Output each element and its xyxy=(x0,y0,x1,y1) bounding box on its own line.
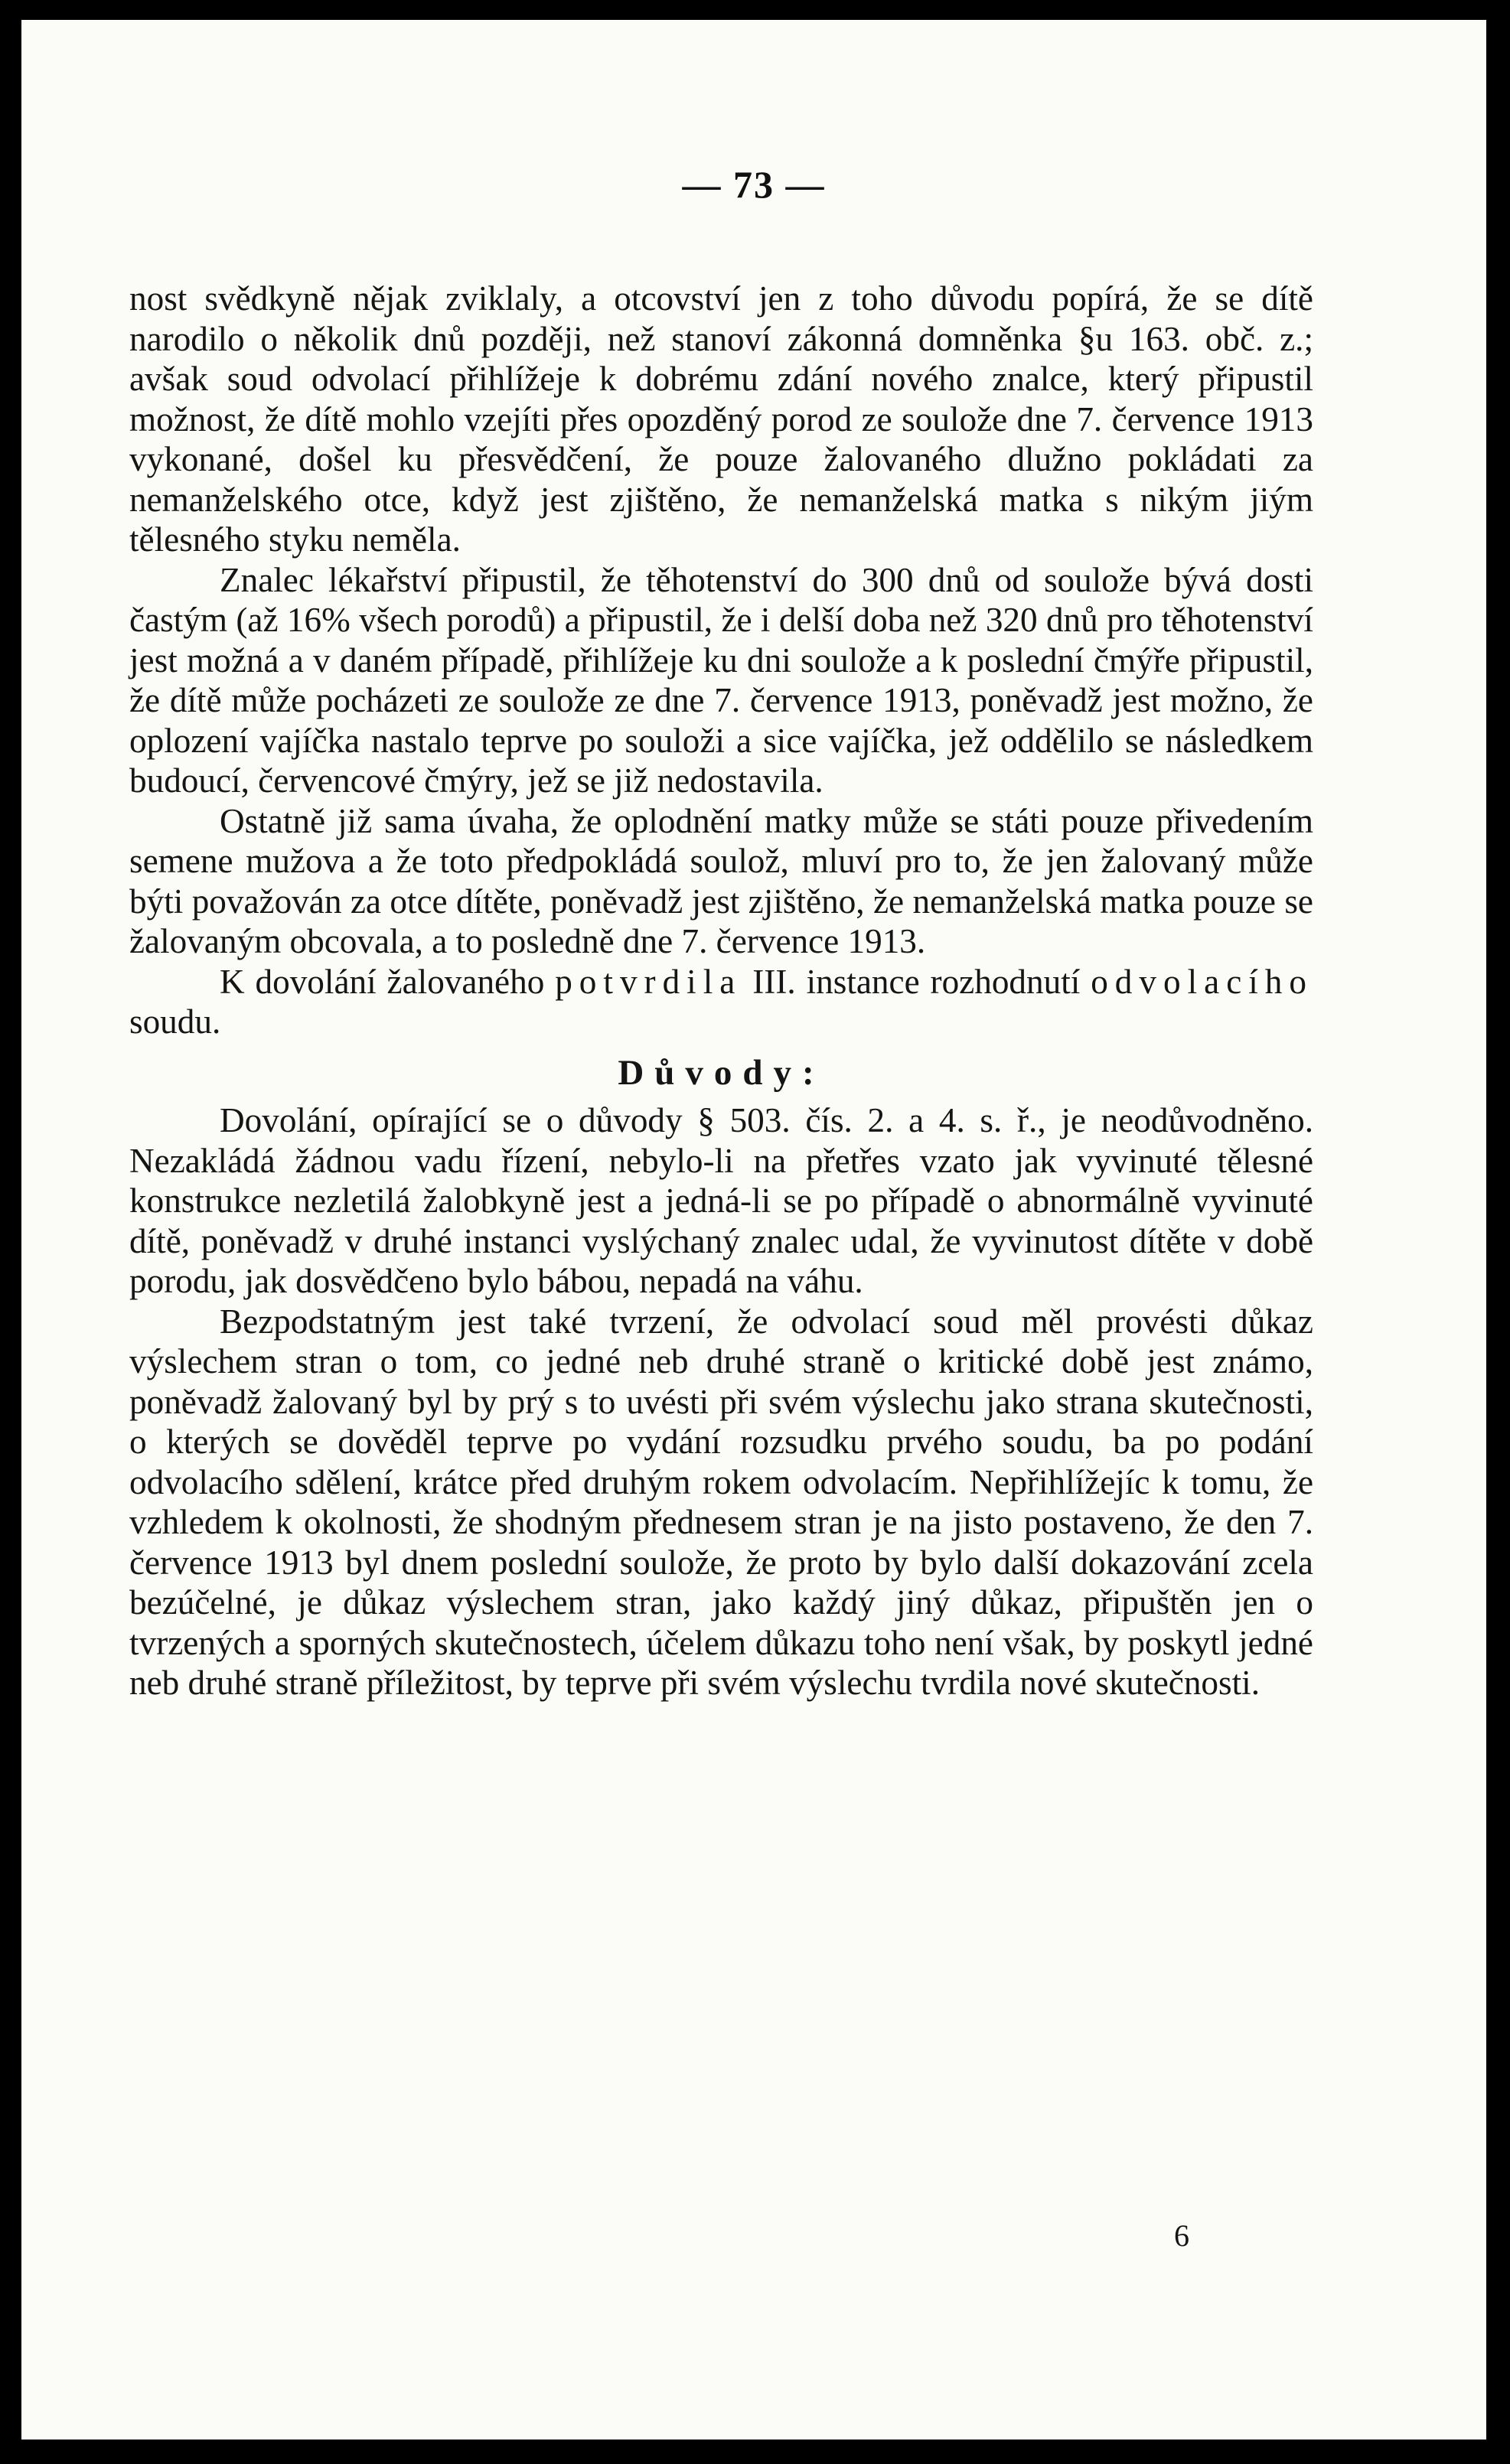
spaced-word-odvolaciho: odvolacího xyxy=(1091,962,1313,1001)
paragraph-4-end: soudu. xyxy=(129,1002,221,1041)
paragraph-4 xyxy=(129,962,1313,1042)
paragraph-2: Znalec lékařství připustil, že těhotenství do 300 dnů od soulože bývá dosti častým (až 16% všech porodů) a připustil, že i delší doba než 320 dnů pro těhotenství jest možná a v daném případě, přihlížeje ku dni soulože a k poslední čmýře připustil, že dítě může pocházeti ze soulože ze dne 7. července 1913, poněvadž jest možno, že oplození vajíčka nastalo teprve po souloži a sice vajíčka, jež oddělilo se následkem budoucí, červencové čmýry, jež se již nedostavila. xyxy=(129,560,1313,800)
page-number: — 73 — xyxy=(682,163,826,206)
section-heading: Důvody: xyxy=(618,1052,825,1093)
paragraph-4-mid: III. instance rozhodnutí xyxy=(742,962,1091,1001)
paragraph-1: nost svědkyně nějak zviklaly, a otcovství jen z toho důvodu popírá, že se dítě narodilo o několik dnů později, než stanoví zákonná domněnka §u 163. obč. z.; avšak soud odvolací přihlížeje k dobrému zdání nového znalce, který připustil možnost, že dítě mohlo vzejíti přes opozděný porod ze soulože dne 7. července 1913 vykonané, došel ku přesvědčení, že pouze žalovaného dlužno pokládati za nemanželského otce, když jest zjištěno, že nemanželská matka s nikým jiým tělesného styku neměla. xyxy=(129,279,1313,559)
paragraph-4-start: K dovolání žalovaného xyxy=(220,962,556,1001)
spaced-word-potvrdila: potvrdila xyxy=(555,962,742,1001)
paragraph-6: Bezpodstatným jest také tvrzení, že odvolací soud měl provésti důkaz výslechem stran o tom, co jedné neb druhé straně o kritické době jest známo, poněvadž žalovaný byl by prý s to uvésti při svém výslechu jako strana skutečnosti, o kterých se dověděl teprve po vydání rozsudku prvého soudu, ba po podání odvolacího sdělení, krátce před druhým rokem odvolacím. Nepřihlížejíc k tomu, že vzhledem k okolnosti, že shodným přednesem stran je na jisto postaveno, že den 7. července 1913 byl dnem poslední soulože, že proto by bylo další dokazování zcela bezúčelné, je důkaz výslechem stran, jako každý jiný důkaz, připuštěn jen o tvrzených a sporných skutečnostech, účelem důkazu toho není však, by poskytl jedné neb druhé straně příležitost, by teprve při svém výslechu tvrdila nové skutečnosti. xyxy=(129,1302,1313,1702)
body-text xyxy=(129,279,1313,1703)
book-page xyxy=(21,20,1486,2440)
paragraph-3: Ostatně již sama úvaha, že oplodnění matky může se státi pouze přivedením semene mužova a že toto předpokládá soulož, mluví pro to, že jen žalovaný může býti považován za otce dítěte, poněvadž jest zjištěno, že nemanželská matka pouze se žalovaným obcovala, a to posledně dne 7. července 1913. xyxy=(129,801,1313,960)
paragraph-5: Dovolání, opírající se o důvody § 503. čís. 2. a 4. s. ř., je neodůvodněno. Nezakládá žádnou vadu řízení, nebylo-li na přetřes vzato jak vyvinuté tělesné konstrukce nezletilá žalobkyně jest a jedná-li se po případě o abnormálně vyvinuté dítě, poněvadž v druhé instanci vyslýchaný znalec udal, že vyvinutost dítěte v době porodu, jak dosvědčeno bylo bábou, nepadá na váhu. xyxy=(129,1101,1313,1300)
signature-mark: 6 xyxy=(1174,2218,1189,2253)
